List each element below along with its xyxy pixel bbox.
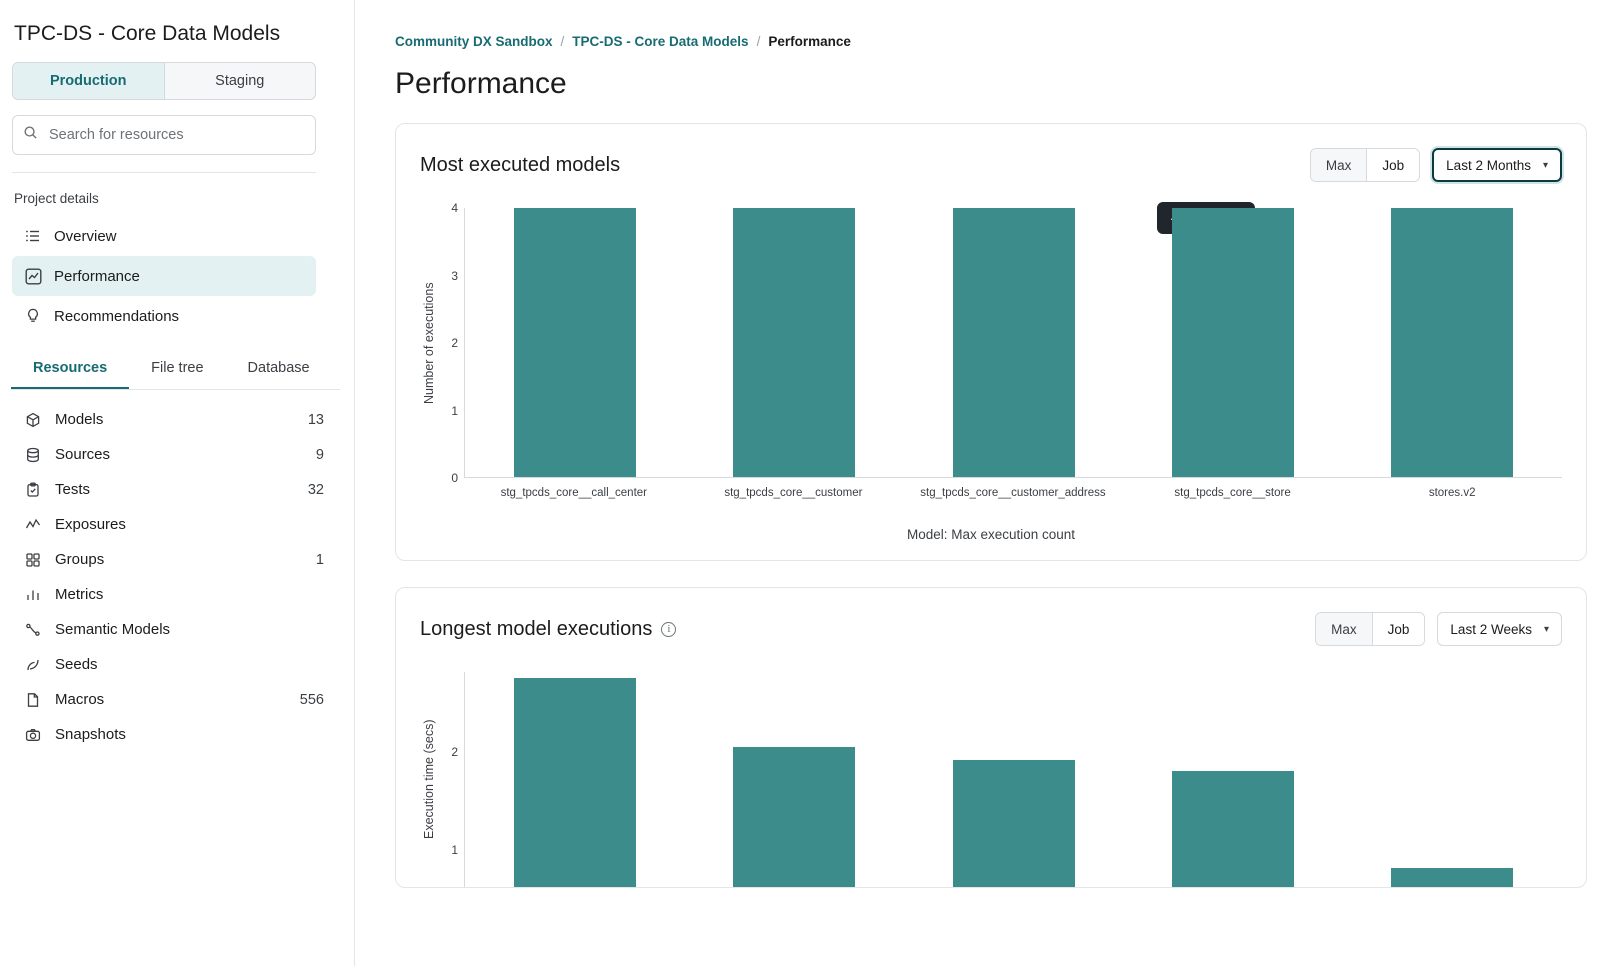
tab-file-tree[interactable]: File tree [151, 360, 204, 376]
chart-body [420, 672, 1562, 887]
y-tick: 2 [451, 336, 458, 350]
metric-max-button[interactable]: Max [1316, 613, 1372, 645]
bar[interactable] [1391, 208, 1513, 477]
project-title: TPC-DS - Core Data Models [14, 22, 281, 45]
tab-database[interactable]: Database [247, 360, 310, 376]
card-header [420, 148, 1562, 182]
sidebar-item-overview[interactable] [12, 216, 316, 256]
chart-most-executed-models [420, 201, 1562, 542]
list-icon [24, 227, 42, 245]
y-tick: 1 [451, 843, 458, 858]
x-axis-labels [464, 487, 1562, 499]
metric-toggle[interactable] [1315, 612, 1425, 646]
y-tick: 0 [451, 471, 458, 485]
x-tick-label: stg_tpcds_core__customer [724, 487, 863, 499]
sidebar-item-label: Recommendations [54, 307, 180, 325]
project-details-label: Project details [14, 191, 99, 206]
list-item[interactable] [12, 437, 334, 472]
list-item-label: Macros [55, 691, 105, 708]
bar-slot [1343, 672, 1562, 887]
list-item[interactable] [12, 542, 334, 577]
plot-area [464, 208, 1562, 478]
bar-slot [904, 672, 1123, 887]
bar-slot [465, 672, 684, 887]
list-item-count: 13 [307, 411, 324, 428]
y-tick: 2 [451, 744, 458, 759]
bar-slot [1123, 208, 1342, 477]
search-input[interactable] [47, 126, 305, 144]
chart-longest-model-executions [420, 672, 1562, 887]
bar-slot [684, 208, 903, 477]
bar-group [465, 208, 1562, 477]
bar[interactable] [514, 208, 636, 477]
list-item-label: Metrics [55, 586, 104, 603]
cube-icon [24, 412, 42, 428]
bar-group [465, 672, 1562, 887]
file-code-icon [24, 692, 42, 708]
card-title-text: Longest model executions [420, 617, 653, 640]
x-tick-label: stg_tpcds_core__store [1174, 487, 1291, 499]
list-item[interactable] [12, 717, 334, 752]
list-item-label: Sources [55, 446, 111, 463]
card-most-executed-models [395, 123, 1587, 561]
breadcrumb-separator: / [756, 34, 761, 49]
bar-slot [465, 208, 684, 477]
lightbulb-icon [24, 307, 42, 325]
database-icon [24, 447, 42, 463]
bar-slot [1123, 672, 1342, 887]
tab-resources[interactable]: Resources [11, 360, 129, 389]
list-item[interactable] [12, 647, 334, 682]
chart-caption: Model: Max execution count [906, 527, 1076, 542]
sidebar-tabs [11, 360, 340, 390]
list-item-label: Groups [55, 551, 105, 568]
list-item-label: Tests [55, 481, 91, 498]
camera-icon [24, 727, 42, 743]
breadcrumb-item-project[interactable]: TPC-DS - Core Data Models [572, 34, 749, 49]
card-controls [1315, 612, 1562, 646]
bar-slot [1343, 208, 1562, 477]
card-longest-model-executions [395, 587, 1587, 888]
y-axis-ticks [438, 201, 464, 485]
bar[interactable] [953, 760, 1075, 887]
list-item[interactable] [12, 472, 334, 507]
date-range-value: Last 2 Months [1446, 157, 1531, 173]
resource-list [12, 402, 342, 752]
date-range-value: Last 2 Weeks [1450, 621, 1532, 637]
chart-line-icon [24, 267, 42, 285]
sidebar-item-recommendations[interactable] [12, 296, 316, 336]
list-item[interactable] [12, 682, 334, 717]
semantic-icon [24, 622, 42, 638]
plot-area [464, 672, 1562, 887]
page-title: Performance [395, 67, 567, 100]
sidebar-item-label: Performance [54, 267, 140, 285]
bar-slot [904, 208, 1123, 477]
metric-max-button[interactable]: Max [1311, 149, 1367, 181]
date-range-select[interactable] [1432, 148, 1562, 182]
y-axis-label: Number of executions [422, 282, 436, 404]
bar[interactable] [514, 678, 636, 887]
env-staging-button[interactable]: Staging [215, 73, 265, 89]
bar[interactable] [733, 208, 855, 477]
list-item[interactable] [12, 507, 334, 542]
metric-job-button[interactable]: Job [1372, 613, 1425, 645]
sidebar [0, 0, 355, 966]
chevron-down-icon: ▾ [1543, 623, 1549, 635]
list-item-count: 9 [315, 446, 324, 463]
metric-job-button[interactable]: Job [1366, 149, 1419, 181]
breadcrumb-item-sandbox[interactable]: Community DX Sandbox [395, 34, 553, 49]
metric-toggle[interactable] [1310, 148, 1420, 182]
list-item-label: Semantic Models [55, 621, 171, 638]
list-item-label: Exposures [55, 516, 126, 533]
bar-slot [684, 672, 903, 887]
list-item-count: 1 [315, 551, 324, 568]
x-tick-label: stg_tpcds_core__customer_address [920, 487, 1106, 499]
bar[interactable] [953, 208, 1075, 477]
list-item[interactable] [12, 402, 334, 437]
breadcrumb-separator: / [560, 34, 565, 49]
card-title: Most executed models [420, 153, 621, 176]
list-item-label: Models [55, 411, 104, 428]
sidebar-item-performance[interactable] [12, 256, 316, 296]
search-icon [23, 125, 38, 145]
environment-toggle[interactable] [12, 62, 316, 100]
breadcrumb [395, 0, 1587, 49]
search-box[interactable] [12, 115, 316, 155]
list-item-label: Snapshots [55, 726, 126, 743]
card-title [420, 618, 676, 641]
y-tick: 4 [451, 201, 458, 215]
clipboard-check-icon [24, 482, 42, 498]
y-axis-label: Execution time (secs) [422, 719, 436, 840]
grid-icon [24, 552, 42, 568]
chart-body [420, 201, 1562, 485]
main-content [355, 0, 1621, 966]
bar[interactable] [1172, 208, 1294, 477]
list-item[interactable] [12, 612, 334, 647]
bar[interactable] [1391, 868, 1513, 887]
sidebar-item-label: Overview [54, 227, 117, 245]
list-item-label: Seeds [55, 656, 98, 673]
x-tick-label: stg_tpcds_core__call_center [500, 487, 647, 499]
activity-icon [24, 517, 42, 533]
sidebar-divider [12, 172, 316, 173]
y-axis-ticks [438, 672, 464, 887]
y-tick: 3 [451, 268, 458, 283]
chevron-down-icon: ▾ [1542, 159, 1548, 171]
seed-icon [24, 657, 42, 673]
bar-chart-icon [24, 587, 42, 603]
bar[interactable] [733, 747, 855, 887]
info-icon[interactable]: i [661, 622, 676, 637]
bar[interactable] [1172, 771, 1294, 887]
list-item-count: 32 [307, 481, 324, 498]
breadcrumb-item-current: Performance [768, 34, 851, 49]
card-controls [1310, 148, 1562, 182]
list-item[interactable] [12, 577, 334, 612]
card-header [420, 612, 1562, 646]
y-tick: 1 [451, 403, 458, 418]
date-range-select[interactable] [1437, 612, 1562, 646]
env-production-button[interactable]: Production [13, 63, 165, 99]
list-item-count: 556 [299, 691, 324, 708]
x-tick-label: stores.v2 [1428, 487, 1476, 499]
